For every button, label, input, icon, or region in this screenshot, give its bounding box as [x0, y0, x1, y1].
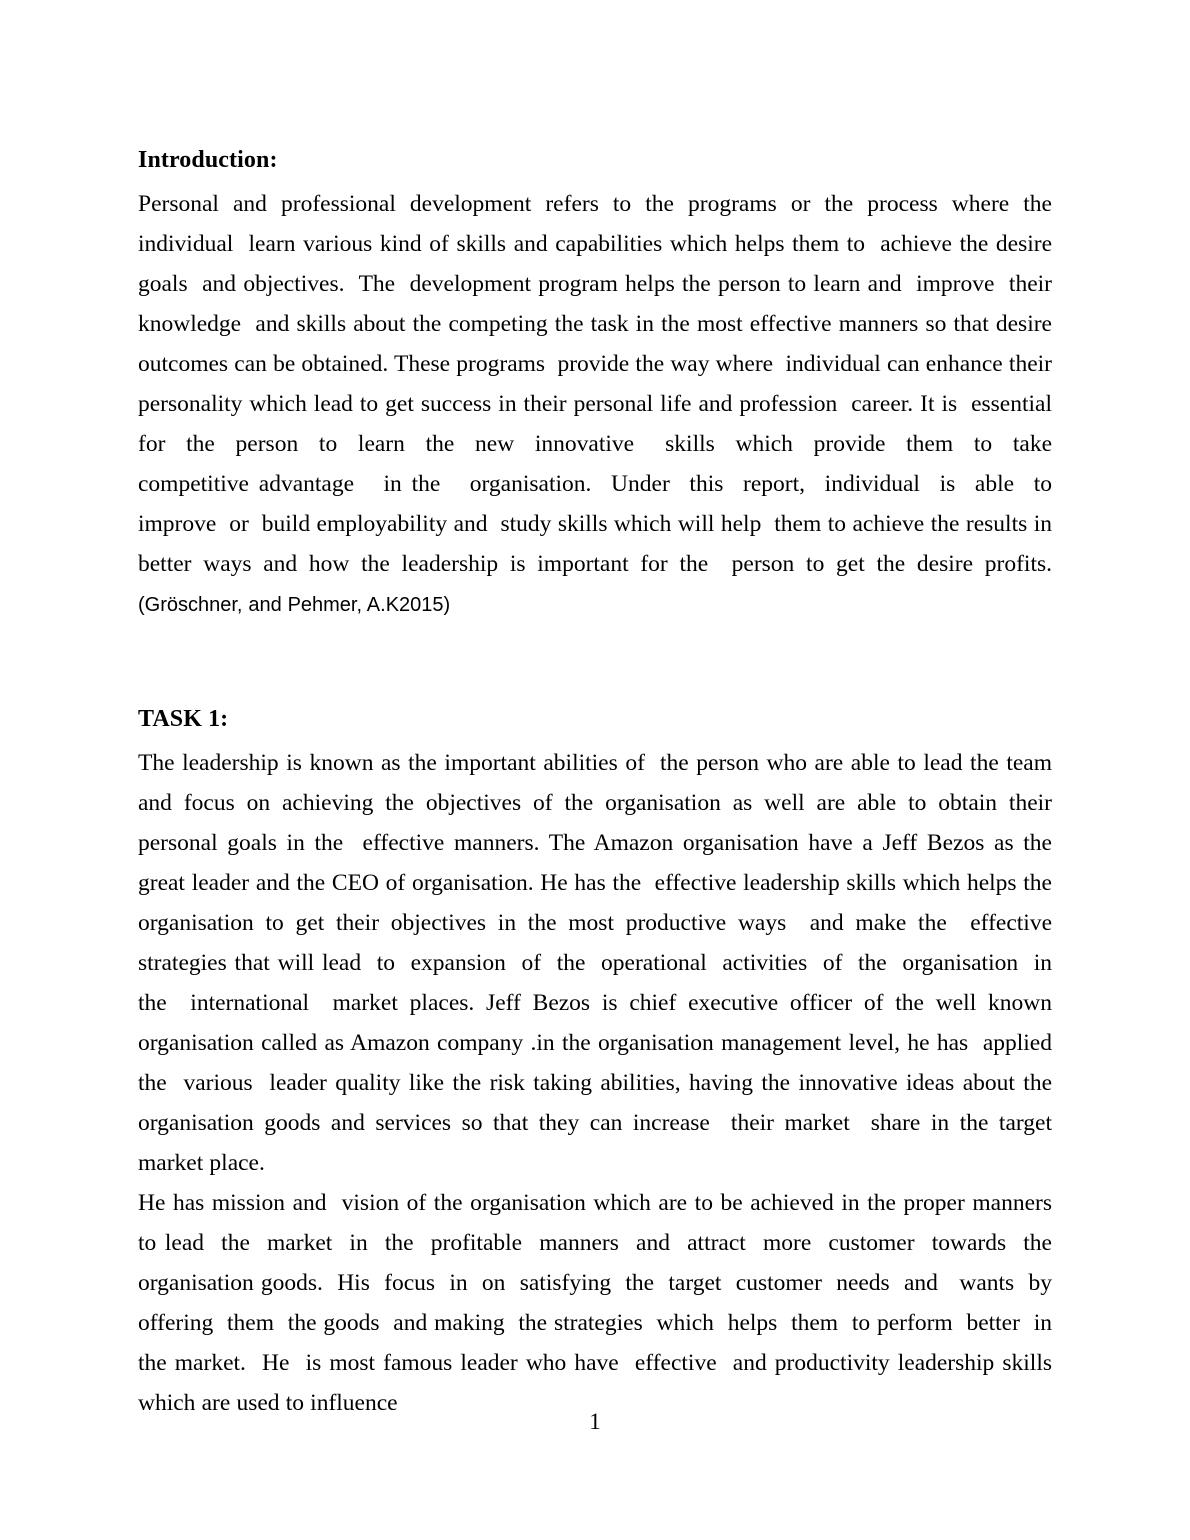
- heading-task-1: TASK 1:: [138, 706, 229, 732]
- document-body: [138, 140, 1065, 1423]
- introduction-text: Personal and professional development refers to the programs or the process where the individual learn various kind of skills and capabilities which helps them to achieve the desire goals and objectives. The development program helps the person to learn and improve their knowledge and skills about the competing the task in the most effective manners so that desire outcomes can be obtained. These programs provide the way where individual can enhance their personality which lead to get success in their personal life and profession career. It is essential for the person to learn the new innovative skills which provide them to take competitive advantage in the organisation. Under this report, individual is able to improve or build employability and study skills which will help them to achieve the results in better ways and how the leadership is important for the person to get the desire profits.: [138, 191, 1065, 577]
- citation-groschner-pehmer: (Gröschner, and Pehmer, A.K2015): [138, 594, 451, 616]
- heading-introduction: Introduction:: [138, 147, 278, 173]
- page-number: 1: [589, 1409, 601, 1434]
- paragraph-task1-mission-vision: He has mission and vision of the organisation which are to be achieved in the proper manners to lead the market in the profitable manners and attract more customer towards the organisation goods. His focus in on satisfying the target customer needs and wants by offering them the goods and making the strategies which helps them to perform better in the market. He is most famous leader who have effective and productivity leadership skills which are used to influence: [138, 1190, 1065, 1416]
- paragraph-introduction: [138, 184, 1065, 625]
- paragraph-task1-leadership: The leadership is known as the important abilities of the person who are able to lead the team and focus on achieving the objectives of the organisation as well are able to obtain their personal goals in the effective manners. The Amazon organisation have a Jeff Bezos as the great leader and the CEO of organisation. He has the effective leadership skills which helps the organisation to get their objectives in the most productive ways and make the effective strategies that will lead to expansion of the operational activities of the organisation in the international market places. Jeff Bezos is chief executive officer of the well known organisation called as Amazon company .in the organisation management level, he has applied the various leader quality like the risk taking abilities, having the innovative ideas about the organisation goods and services so that they can increase their market share in the target market place.: [138, 750, 1065, 1176]
